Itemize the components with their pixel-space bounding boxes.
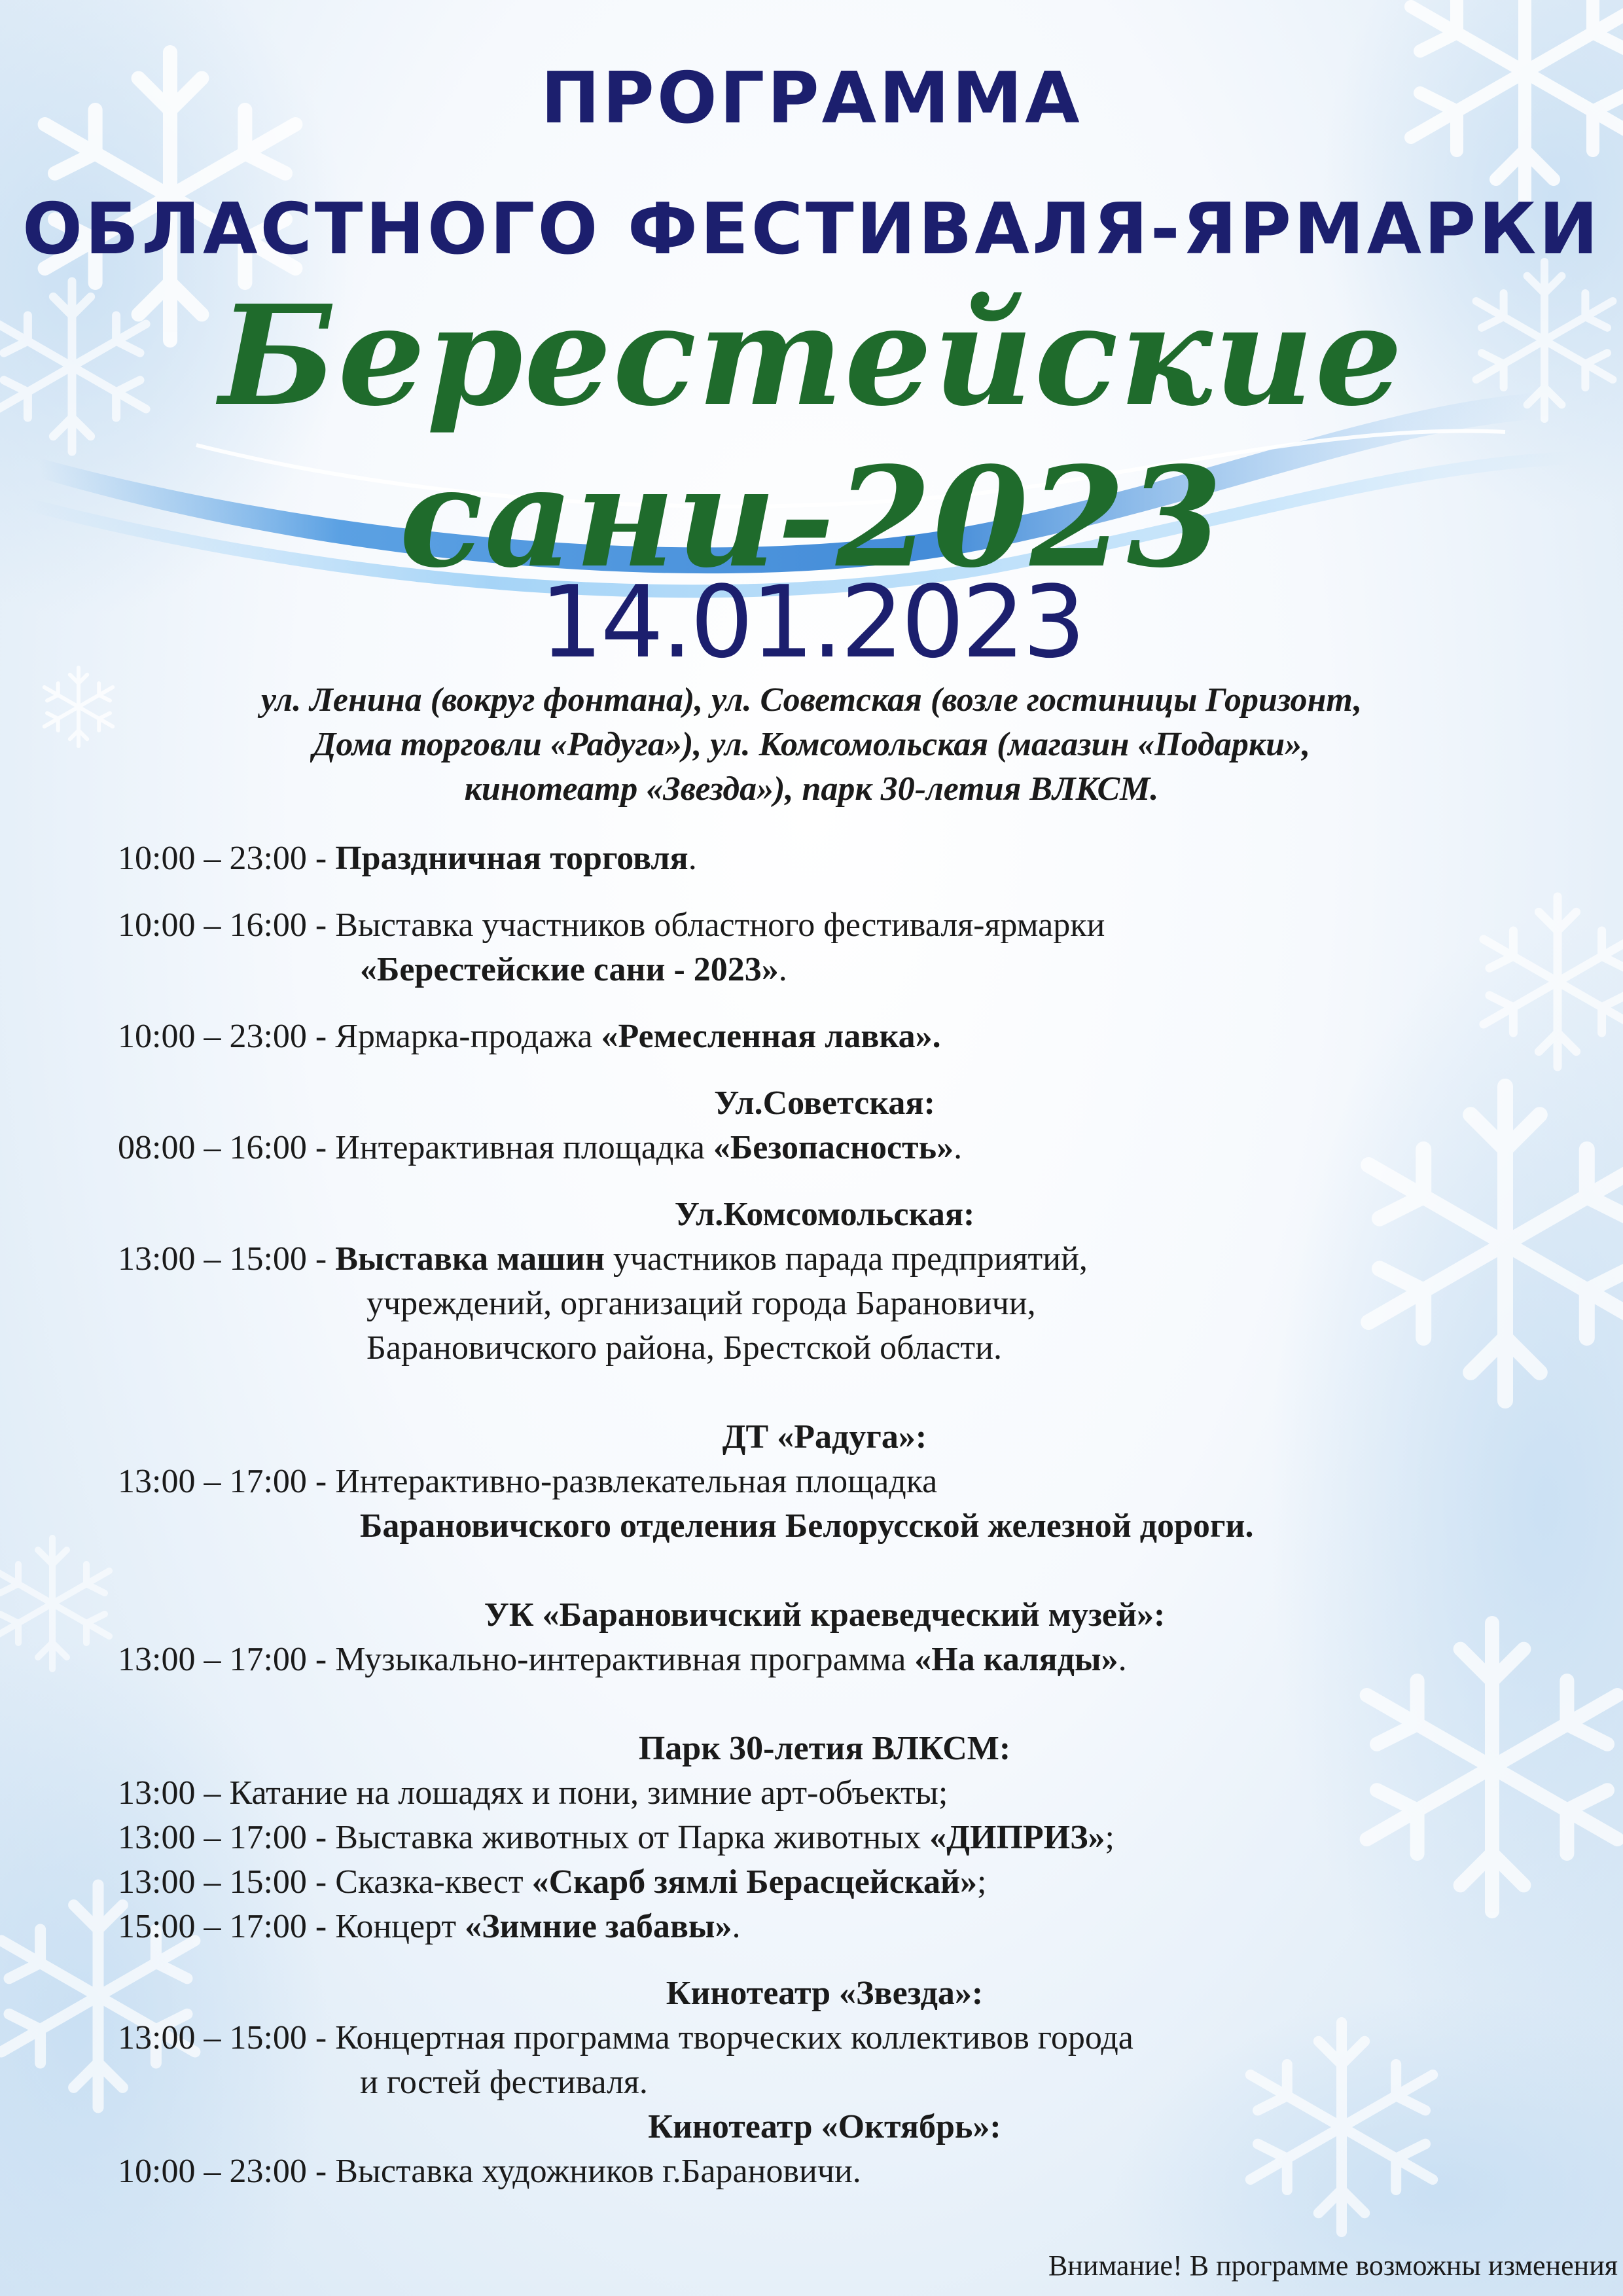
item-bold: «На каляды» xyxy=(914,1641,1118,1678)
item-text: Музыкально-интерактивная программа xyxy=(335,1641,915,1678)
item-text: Выставка животных от Парка животных xyxy=(335,1819,930,1856)
item-text: Ярмарка-продажа xyxy=(335,1018,601,1055)
item-time: 08:00 – 16:00 - xyxy=(118,1129,336,1166)
section-header-oktyabr: Кинотеатр «Октябрь»: xyxy=(648,2108,1001,2145)
item-time: 10:00 – 16:00 - xyxy=(118,906,336,944)
section-header-park: Парк 30-летия ВЛКСМ: xyxy=(638,1730,1011,1767)
venues-line: Дома торговли «Радуга»), ул. Комсомольская (магазин «Подарки», xyxy=(312,726,1311,763)
schedule-item-exhibit-cont xyxy=(118,948,1531,992)
item-bold: «Зимние забавы» xyxy=(465,1908,732,1945)
item-time: 13:00 – 15:00 - xyxy=(118,1240,336,1278)
item-time: 13:00 – 17:00 - xyxy=(118,1463,336,1500)
item-punct: . xyxy=(954,1129,963,1166)
schedule-item-craft xyxy=(118,1014,1531,1059)
section-header-zvezda: Кинотеатр «Звезда»: xyxy=(666,1975,984,2012)
schedule-item-concert xyxy=(118,1905,1531,1949)
item-time: 10:00 – 23:00 - xyxy=(118,2153,336,2190)
festival-title: Берестейские сани-2023 xyxy=(219,275,1404,598)
item-bold: «Скарб зямлі Берасцейскай» xyxy=(531,1863,977,1901)
item-time: 13:00 – xyxy=(118,1774,230,1812)
festival-heading: ОБЛАСТНОГО ФЕСТИВАЛЯ-ЯРМАРКИ xyxy=(22,188,1601,270)
item-punct: . xyxy=(732,1908,741,1945)
item-text: Интерактивная площадка xyxy=(335,1129,713,1166)
schedule-item-railway xyxy=(118,1460,1531,1504)
schedule-item-kalyady xyxy=(118,1638,1531,1682)
section-header-raduga: ДТ «Радуга»: xyxy=(722,1418,927,1456)
item-punct: . xyxy=(1118,1641,1127,1678)
section-header-museum: УК «Барановичский краеведческий музей»: xyxy=(484,1596,1166,1634)
schedule-item-artists xyxy=(118,2149,1531,2194)
schedule-item-zvezda-cont xyxy=(118,2060,1531,2105)
venues-list xyxy=(105,678,1518,812)
item-text: Выставка участников областного фестиваля-ярмарки xyxy=(335,906,1105,944)
item-text: участников парада предприятий, xyxy=(604,1240,1088,1278)
schedule-item-trade xyxy=(118,836,1531,881)
item-time: 13:00 – 15:00 - xyxy=(118,1863,336,1901)
schedule-item-cars-cont xyxy=(118,1326,1531,1371)
item-time: 13:00 – 15:00 - xyxy=(118,2019,336,2056)
schedule-item-safety xyxy=(118,1126,1531,1170)
change-notice: Внимание! В программе возможны изменения xyxy=(1048,2250,1618,2282)
item-text: Концертная программа творческих коллективов города xyxy=(335,2019,1133,2056)
venues-line: кинотеатр «Звезда»), парк 30-летия ВЛКСМ. xyxy=(464,770,1159,808)
festival-date: 14.01.2023 xyxy=(539,564,1084,680)
schedule-item-cars xyxy=(118,1237,1531,1282)
schedule-item-animals xyxy=(118,1816,1531,1860)
item-text: Концерт xyxy=(335,1908,465,1945)
item-text: Сказка-квест xyxy=(335,1863,532,1901)
item-time: 15:00 – 17:00 - xyxy=(118,1908,336,1945)
item-text: Интерактивно-развлекательная площадка xyxy=(335,1463,938,1500)
item-punct: ; xyxy=(976,1863,987,1901)
program-schedule xyxy=(118,836,1531,2194)
venues-line: ул. Ленина (вокруг фонтана), ул. Советская (возле гостиницы Горизонт, xyxy=(260,681,1363,719)
item-time: 13:00 – 17:00 - xyxy=(118,1641,336,1678)
item-bold: «Ремесленная лавка». xyxy=(601,1018,941,1055)
schedule-item-zvezda-concert xyxy=(118,2016,1531,2060)
item-punct: ; xyxy=(1105,1819,1115,1856)
schedule-item-horses xyxy=(118,1771,1531,1816)
item-text: Катание на лошадях и пони, зимние арт-объекты; xyxy=(229,1774,948,1812)
item-punct: . xyxy=(778,951,787,988)
item-text: учреждений, организаций города Барановичи, xyxy=(366,1285,1036,1322)
item-text: и гостей фестиваля. xyxy=(360,2064,648,2101)
item-punct: . xyxy=(688,840,697,877)
section-header-komsomolskaya: Ул.Комсомольская: xyxy=(674,1196,975,1233)
schedule-item-exhibit xyxy=(118,903,1531,948)
program-heading: ПРОГРАММА xyxy=(541,58,1082,139)
item-time: 10:00 – 23:00 - xyxy=(118,1018,336,1055)
schedule-item-quest xyxy=(118,1860,1531,1905)
item-bold: «Безопасность» xyxy=(713,1129,954,1166)
item-bold: Барановичского отделения Белорусской железной дороги. xyxy=(360,1507,1254,1545)
item-text: Выставка художников г.Барановичи. xyxy=(335,2153,861,2190)
schedule-item-railway-cont xyxy=(118,1504,1531,1549)
item-bold: «ДИПРИЗ» xyxy=(929,1819,1105,1856)
schedule-item-cars-cont xyxy=(118,1282,1531,1326)
item-time: 13:00 – 17:00 - xyxy=(118,1819,336,1856)
item-text: Барановичского района, Брестской области. xyxy=(366,1329,1002,1367)
item-bold: Выставка машин xyxy=(335,1240,605,1278)
section-header-sovetskaya: Ул.Советская: xyxy=(714,1085,935,1122)
item-bold: «Берестейские сани - 2023» xyxy=(360,951,779,988)
item-bold: Праздничная торговля xyxy=(335,840,688,877)
item-time: 10:00 – 23:00 - xyxy=(118,840,336,877)
